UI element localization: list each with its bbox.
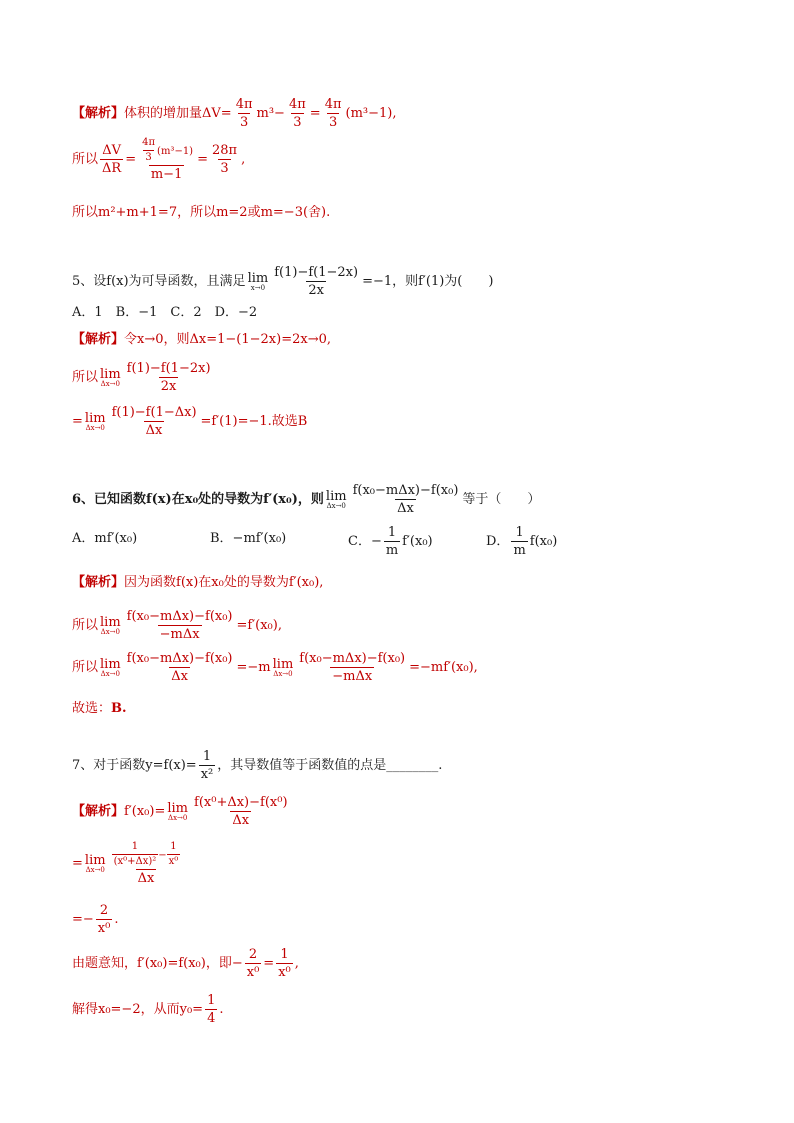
analysis-tag: 【解析】 xyxy=(72,575,125,590)
fraction: $\frac{f(1)-f(1-\Delta x)}{\Delta x}$ xyxy=(111,405,197,438)
text: = xyxy=(309,106,321,121)
text: 5、设f(x)为可导函数，且满足 xyxy=(72,274,246,289)
question-6-option-b: B．−mf′(x₀) xyxy=(210,531,287,546)
question-6-solution-1 xyxy=(72,576,323,589)
solution-line-3: 所以m²+m+1=7，所以m=2或m=−3(舍). xyxy=(72,205,331,220)
text: = xyxy=(197,152,208,167)
limit: lim Δx→0 xyxy=(325,488,347,510)
text: 所以 xyxy=(72,152,99,167)
text: = xyxy=(125,152,137,167)
limit: lim x→0 xyxy=(247,270,269,292)
text: 所以 xyxy=(72,370,99,385)
text: = xyxy=(72,414,83,429)
text: m³− xyxy=(256,106,285,121)
question-7-solution-2: = lim Δx→0 $\frac{1}{\text{(x⁰+Δx)²}}$ − $\frac{1}{\text{x⁰}}$ Δx xyxy=(72,841,179,886)
text: 因为函数f(x)在x₀处的导数为f′(x₀), xyxy=(124,575,324,590)
question-5-stem xyxy=(72,266,493,297)
solution-line-1 xyxy=(72,98,397,129)
analysis-tag: 【解析】 xyxy=(72,106,125,121)
question-6-option-c: C．− $\frac{1}{m}$ f′(x₀) xyxy=(348,525,433,558)
fraction: $\frac{28\pi}{3}$ xyxy=(212,143,238,176)
question-7-stem: 7、对于函数y=f(x)= $\frac{1}{\text{x²}}$ ，其导数值等于函数值的点是________. xyxy=(72,749,443,782)
fraction: $\frac{\Delta V}{\Delta R}$ xyxy=(102,143,122,176)
question-7-solution-4: 由题意知，f′(x₀)=f(x₀)，即− $\frac{2}{\text{x⁰}}$ = $\frac{1}{\text{x⁰}}$ , xyxy=(72,947,299,980)
fraction: $\frac{f(1)-f(1-2x)}{2x}$ xyxy=(274,265,359,298)
limit: lim Δx→0 xyxy=(100,366,121,388)
analysis-tag: 【解析】 xyxy=(72,804,125,819)
question-6-option-d: D． $\frac{1}{m}$ f(x₀) xyxy=(486,525,558,558)
analysis-tag: 【解析】 xyxy=(72,332,125,347)
limit: lim Δx→0 xyxy=(84,410,106,432)
question-5-solution-2 xyxy=(72,362,215,393)
fraction: $\frac{\text{f(x₀−mΔx)−f(x₀)}}{\Delta x}$ xyxy=(352,483,459,516)
question-7-solution-3: =− $\frac{2}{\text{x⁰}}$ . xyxy=(72,903,119,936)
text: 体积的增加量ΔV= xyxy=(124,106,232,121)
text: (m³−1), xyxy=(345,106,397,121)
question-5-solution-3 xyxy=(72,406,307,437)
question-7-solution-1: 【解析】f′(x₀)= lim Δx→0 $\frac{\text{f(x⁰+Δx)−f(x⁰)}}{\Delta x}$ xyxy=(72,795,288,828)
fraction: $\frac{4\pi}{3}$ xyxy=(288,97,306,130)
question-6-solution-2: 所以 lim Δx→0 $\frac{\text{f(x₀−mΔx)−f(x₀)}}{\text{−mΔx}}$ =f′(x₀), xyxy=(72,609,282,642)
question-7-solution-5: 解得x₀=−2，从而y₀= $\frac{1}{4}$ . xyxy=(72,993,224,1026)
question-6-solution-3: 所以 lim Δx→0 $\frac{\text{f(x₀−mΔx)−f(x₀)}}{\Delta x}$ =−m lim Δx→0 $\frac{\text{f(x₀−mΔx)−f(x₀)}}{\text{−mΔx}}$ =−mf′(x₀), xyxy=(72,651,478,684)
question-5-solution-1 xyxy=(72,333,331,346)
solution-line-2 xyxy=(72,138,245,181)
fraction: $\frac{4\pi}{3}$ (m³−1) m−1 xyxy=(142,137,194,182)
question-5-options: A．1 B．−1 C．2 D．−2 xyxy=(72,305,258,320)
fraction: $\frac{f(1)-f(1-2x)}{2x}$ xyxy=(126,361,211,394)
fraction: $\frac{4\pi}{3}$ xyxy=(324,97,342,130)
text: 6、已知函数f(x)在x₀处的导数为f′(x₀)，则 xyxy=(72,492,324,507)
text: =−1，则f′(1)为( ) xyxy=(362,274,494,289)
text: , xyxy=(241,152,246,167)
text: 令x→0，则Δx=1−(1−2x)=2x→0, xyxy=(124,332,331,347)
fraction: $\frac{4\pi}{3}$ xyxy=(235,97,253,130)
text: =f′(1)=−1.故选B xyxy=(200,414,308,429)
text: 等于（ ） xyxy=(462,492,541,507)
question-6-option-a: A．mf′(x₀) xyxy=(72,531,138,546)
question-6-stem xyxy=(72,484,540,515)
question-6-solution-4: 故选：B. xyxy=(72,701,127,716)
